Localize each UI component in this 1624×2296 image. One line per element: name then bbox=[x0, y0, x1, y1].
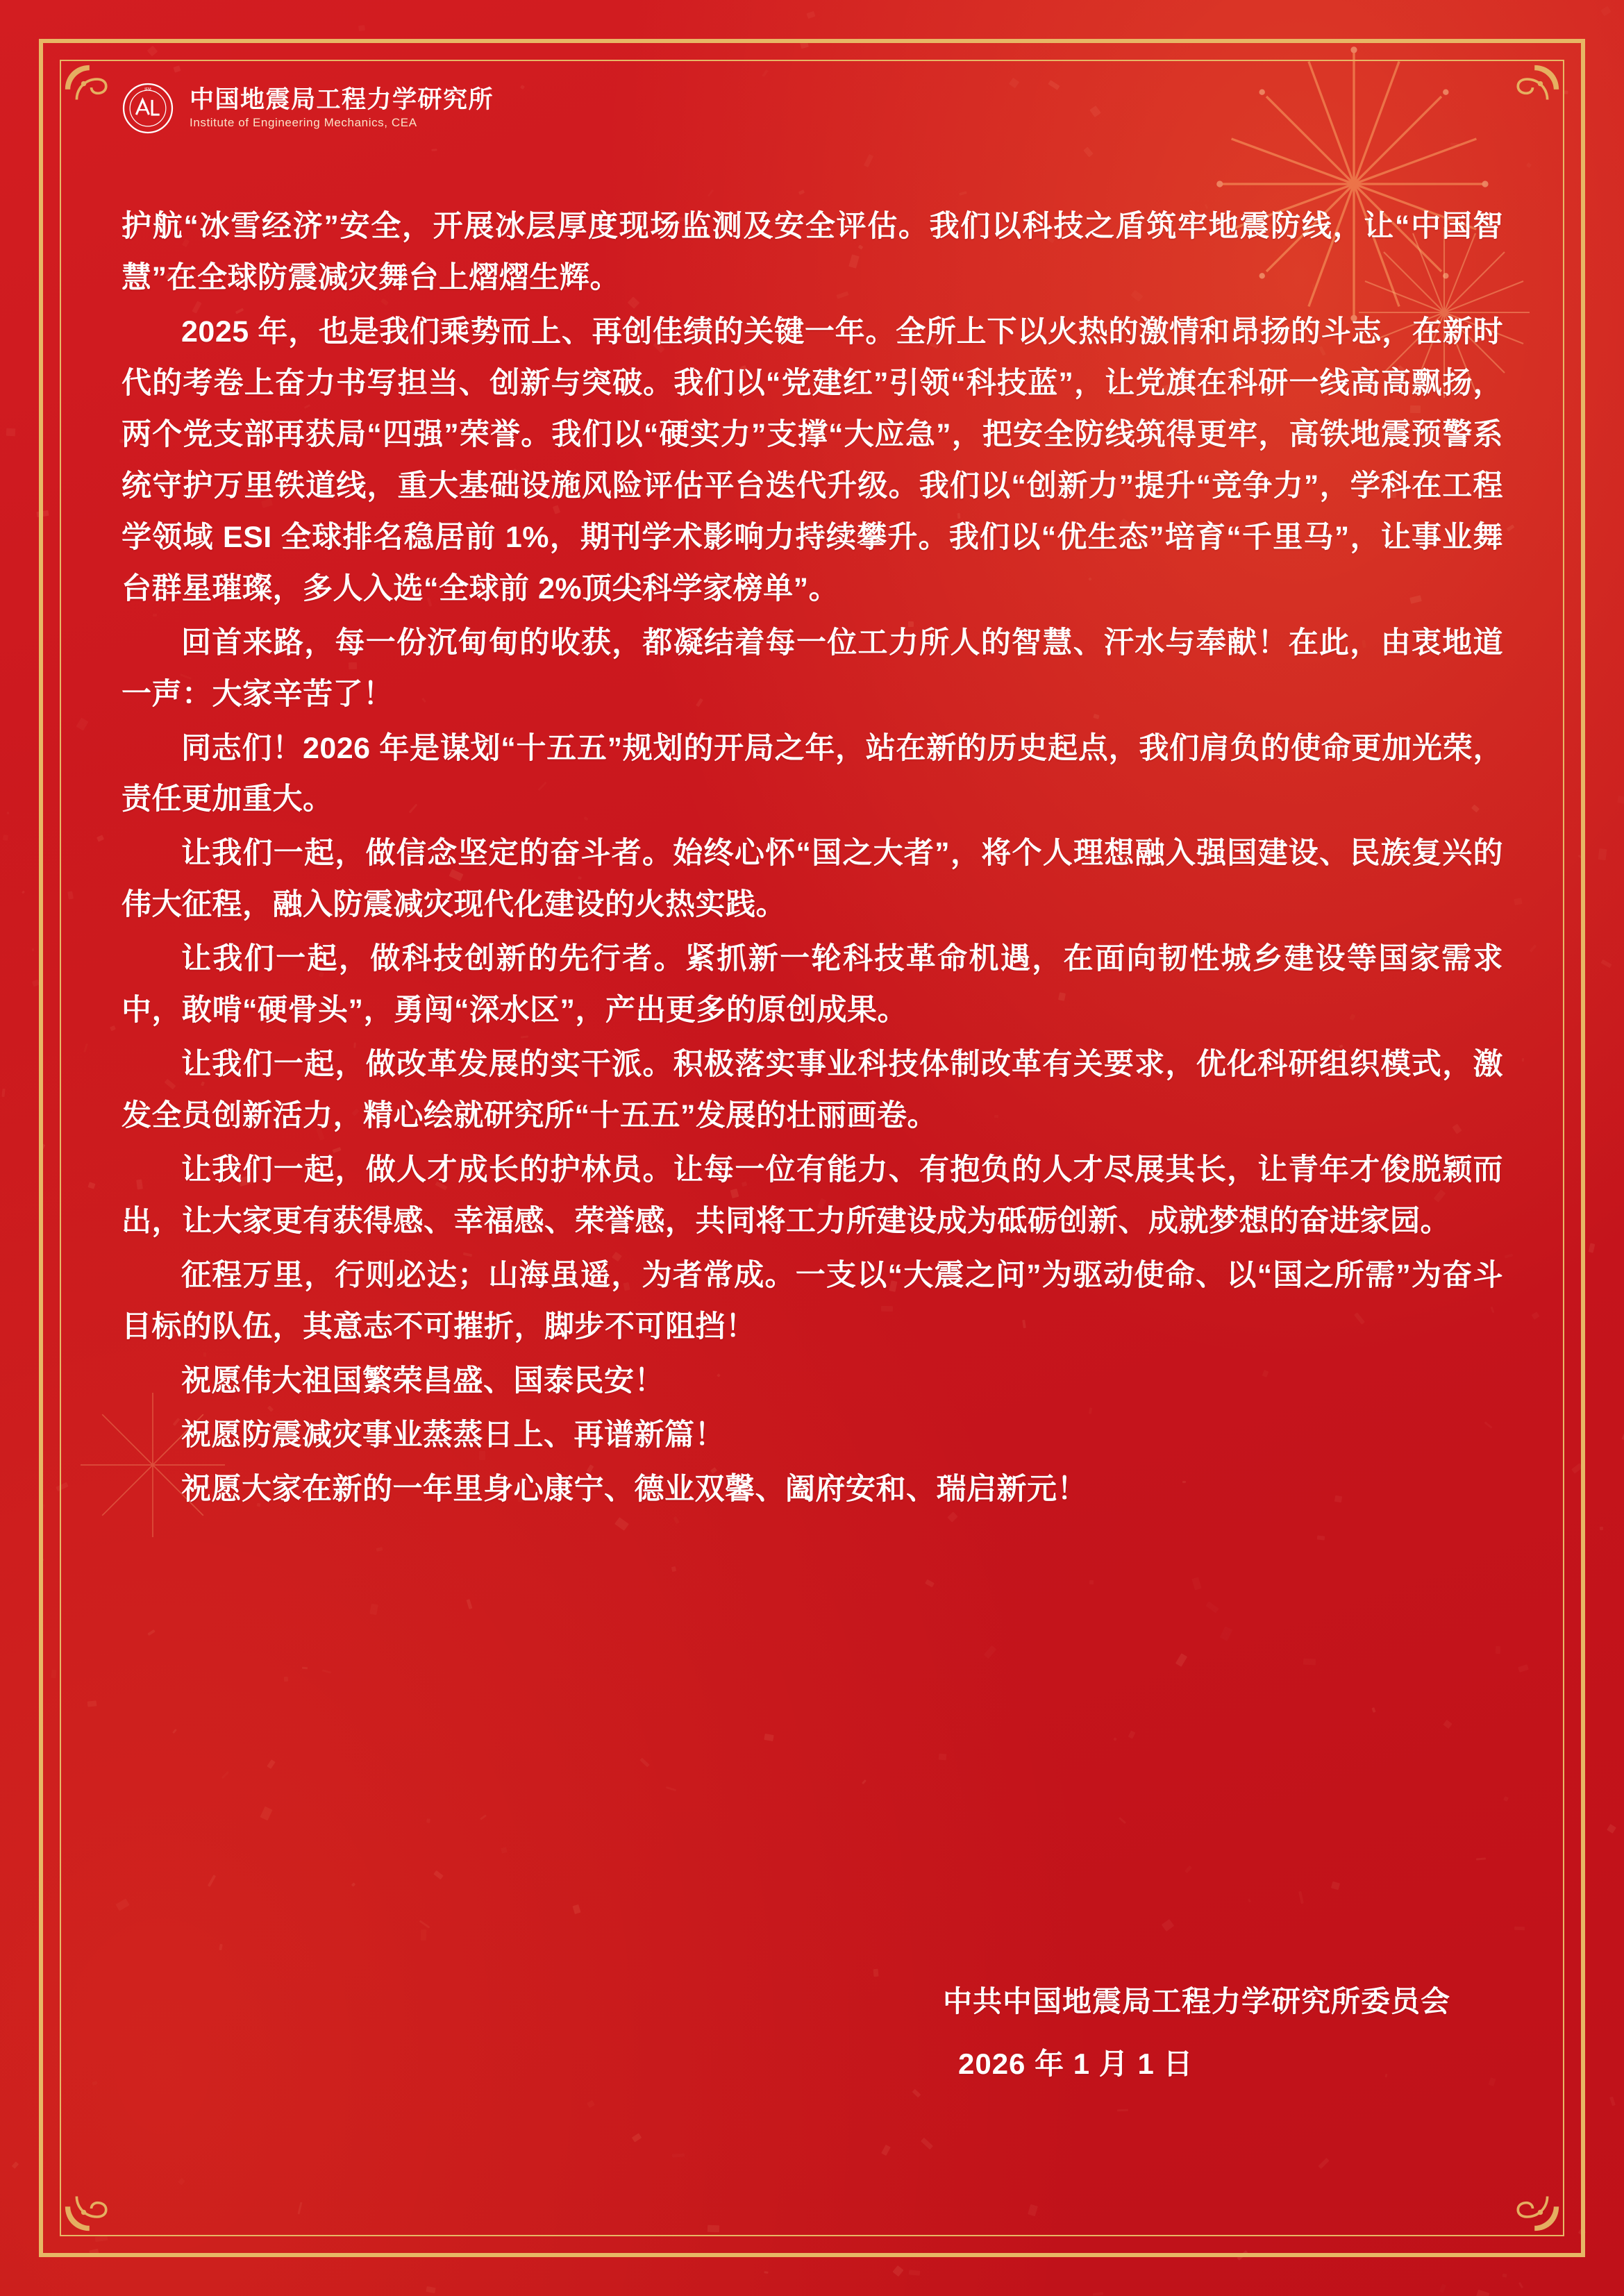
paragraph: 让我们一起，做改革发展的实干派。积极落实事业科技体制改革有关要求，优化科研组织模式，激发全员创新活力，精心绘就研究所“十五五”发展的壮丽画卷。 bbox=[122, 1048, 1503, 1133]
paragraph: 祝愿伟大祖国繁荣昌盛、国泰民安！ bbox=[181, 1364, 664, 1398]
signature-date: 2026 年 1 月 1 日 bbox=[957, 2047, 1194, 2080]
paragraph: 回首来路，每一份沉甸甸的收获，都凝结着每一位工力所人的智慧、汗水与奉献！在此，由衷地道一声：大家辛苦了！ bbox=[122, 626, 1503, 711]
paragraph: 同志们！2026 年是谋划“十五五”规划的开局之年，站在新的历史起点，我们肩负的使命更加光荣，责任更加重大。 bbox=[122, 731, 1503, 816]
institute-name-cn: 中国地震局工程力学研究所 bbox=[190, 86, 494, 114]
paragraph: 征程万里，行则必达；山海虽遥，为者常成。一支以“大震之问”为驱动使命、以“国之所需”为奋斗目标的队伍，其意志不可摧折，脚步不可阻挡！ bbox=[122, 1259, 1503, 1344]
paragraph: 祝愿大家在新的一年里身心康宁、德业双馨、阖府安和、瑞启新元！ bbox=[181, 1472, 1087, 1506]
institute-header bbox=[122, 82, 494, 135]
paragraph: 2025 年，也是我们乘势而上、再创佳绩的关键一年。全所上下以火热的激情和昂扬的斗志，在新时代的考卷上奋力书写担当、创新与突破。我们以“党建红”引领“科技蓝”，让党旗在科研一线高高飘扬，两个党支部再获局“四强”荣誉。我们以“硬实力”支撑“大应急”，把安全防线筑得更牢，高铁地震预警系统守护万里铁道线，重大基础设施风险评估平台迭代升级。我们以“创新力”提升“竞争力”，学科在工程学领域 ESI 全球排名稳居前 1%，期刊学术影响力持续攀升。我们以“优生态”培育“千里马”，让事业舞台群星璀璨，多人入选“全球前 2%顶尖科学家榜单”。 bbox=[122, 315, 1503, 605]
svg-text:IEM: IEM bbox=[144, 87, 151, 92]
corner-ornament-icon bbox=[64, 64, 128, 128]
paragraph: 让我们一起，做信念坚定的奋斗者。始终心怀“国之大者”，将个人理想融入强国建设、民族复兴的伟大征程，融入防震减灾现代化建设的火热实践。 bbox=[122, 837, 1503, 922]
institute-seal-icon bbox=[122, 82, 174, 135]
corner-ornament-icon bbox=[1496, 64, 1560, 128]
corner-ornament-icon bbox=[1496, 2168, 1560, 2232]
signature-block bbox=[943, 1979, 1450, 2083]
paragraph: 让我们一起，做人才成长的护林员。让每一位有能力、有抱负的人才尽展其长，让青年才俊脱颖而出，让大家更有获得感、幸福感、荣誉感，共同将工力所建设成为砥砺创新、成就梦想的奋进家园。 bbox=[122, 1153, 1503, 1239]
letter-body bbox=[122, 201, 1503, 1518]
paragraph: 让我们一起，做科技创新的先行者。紧抓新一轮科技革命机遇，在面向韧性城乡建设等国家需求中，敢啃“硬骨头”，勇闯“深水区”，产出更多的原创成果。 bbox=[122, 942, 1503, 1028]
signature-organization: 中共中国地震局工程力学研究所委员会 bbox=[942, 1985, 1450, 2018]
corner-ornament-icon bbox=[64, 2168, 128, 2232]
paragraph: 护航“冰雪经济”安全，开展冰层厚度现场监测及安全评估。我们以科技之盾筑牢地震防线，让“中国智慧”在全球防震减灾舞台上熠熠生辉。 bbox=[122, 210, 1503, 294]
paragraph: 祝愿防震减灾事业蒸蒸日上、再谱新篇！ bbox=[181, 1418, 725, 1452]
institute-name-en: Institute of Engineering Mechanics, CEA bbox=[190, 115, 417, 129]
